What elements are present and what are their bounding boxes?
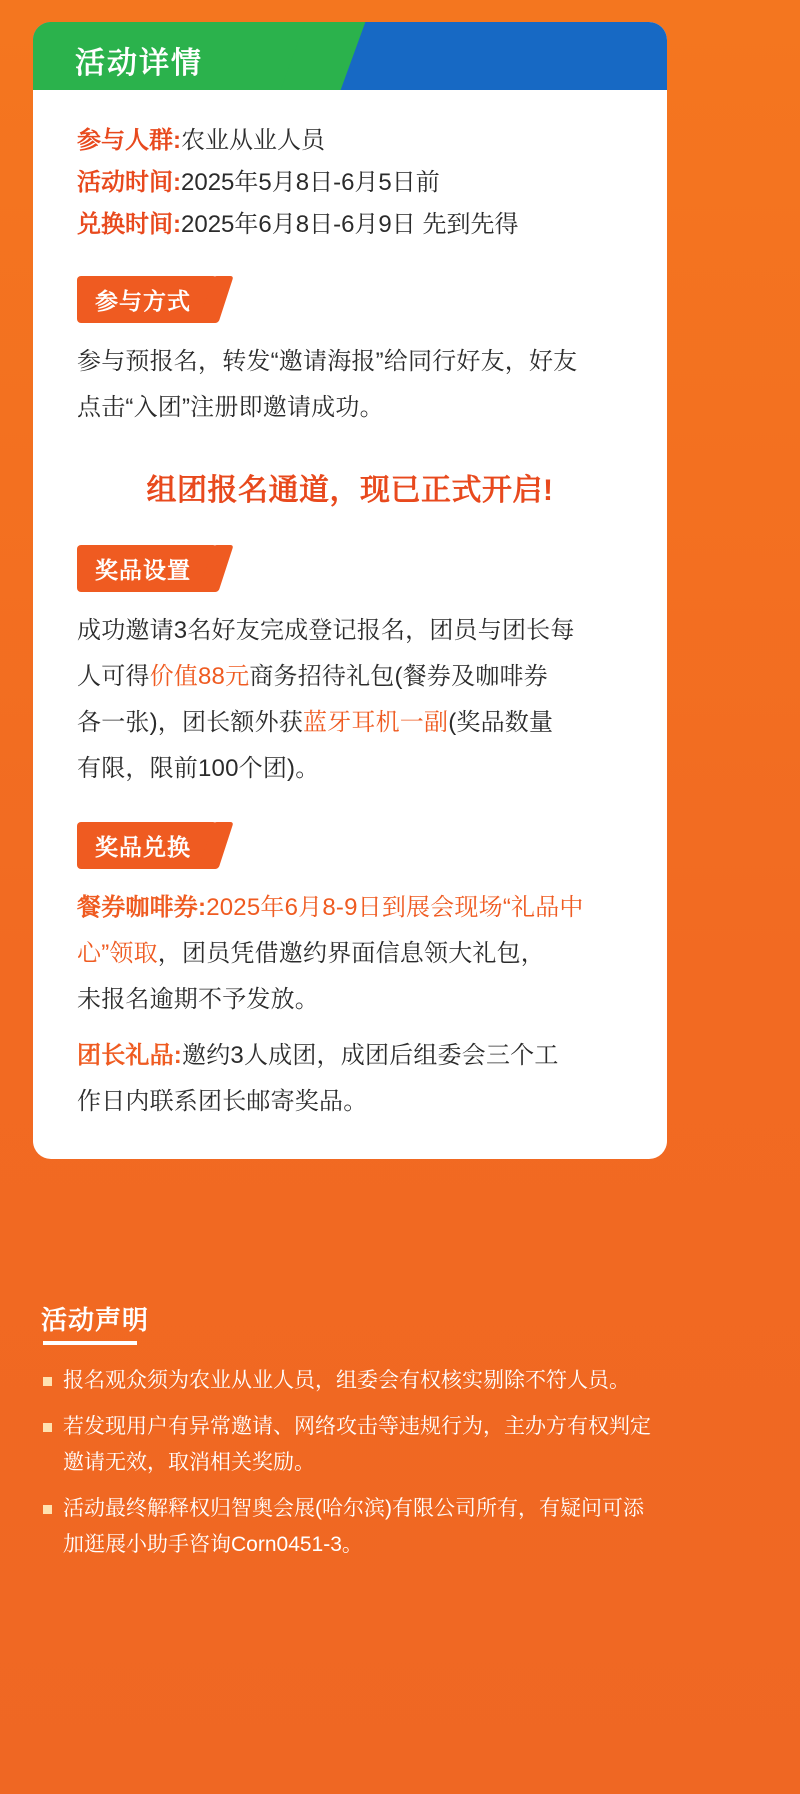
list-item: 活动最终解释权归智奥会展(哈尔滨)有限公司所有，有疑问可添加逛展小助手咨询Corn0451-3。 [41,1491,659,1563]
prize-line2-a: 人可得 [77,663,150,690]
info-value-redeem-time: 2025年6月8日-6月9日 先到先得 [181,211,519,238]
redeem-rest-a: ，团员凭借邀约界面信息领大礼包， [157,940,545,967]
card-banner [33,22,667,90]
join-paragraph [77,339,623,431]
prize-line3-c: (奖品数量 [448,709,554,736]
details-card [33,22,667,1159]
statement-title: 活动声明 [41,1300,149,1347]
info-row-activity-time [77,162,623,204]
redeem-leader-a: 邀约3人成团，成团后组委会三个工 [182,1042,559,1069]
prize-line2-c: 商务招待礼包(餐券及咖啡券 [249,663,548,690]
info-key-activity-time: 活动时间: [77,169,181,196]
prize-earphone-highlight: 蓝牙耳机一副 [303,709,449,736]
redeem-paragraph-2 [77,1033,623,1125]
prize-value-highlight: 价值88元 [149,663,250,690]
redeem-leader-b: 作日内联系团长邮寄奖品。 [77,1088,368,1115]
info-key-audience: 参与人群: [77,127,181,154]
info-row-redeem-time [77,204,623,246]
info-key-redeem-time: 兑换时间: [77,211,181,238]
prize-line1: 成功邀请3名好友完成登记报名，团员与团长每 [77,617,575,644]
redeem-paragraph-1 [77,885,623,1023]
info-value-audience: 农业从业人员 [181,127,325,154]
redeem-key-coupon: 餐券咖啡券: [77,894,207,921]
info-value-activity-time: 2025年5月8日-6月5日前 [181,169,440,196]
prize-line4: 有限，限前100个团)。 [77,755,320,782]
list-item: 报名观众须为农业从业人员，组委会有权核实剔除不符人员。 [41,1363,659,1399]
statement-block [33,1300,667,1573]
prize-paragraph [77,608,623,792]
prize-line3-a: 各一张)，团长额外获 [77,709,303,736]
redeem-key-leader-gift: 团长礼品: [77,1042,182,1069]
statement-list [41,1363,659,1563]
card-body [33,90,667,1125]
redeem-rest-b: 未报名逾期不予发放。 [77,986,319,1013]
info-row-audience [77,120,623,162]
section-tag-join: 参与方式 [77,276,217,323]
section-tag-prize: 奖品设置 [77,545,217,592]
redeem-highlight-time-place: 2025年6月8-9日到展会现场“礼品中心”领取 [77,894,584,967]
section-tag-redeem: 奖品兑换 [77,822,217,869]
list-item: 若发现用户有异常邀请、网络攻击等违规行为，主办方有权判定邀请无效，取消相关奖励。 [41,1409,659,1481]
join-text-line2: 点击“入团”注册即邀请成功。 [77,394,384,421]
join-text-line1: 参与预报名，转发“邀请海报”给同行好友，好友 [77,348,578,375]
join-headline: 组团报名通道，现已正式开启! [146,474,554,507]
banner-title: 活动详情 [75,47,203,80]
